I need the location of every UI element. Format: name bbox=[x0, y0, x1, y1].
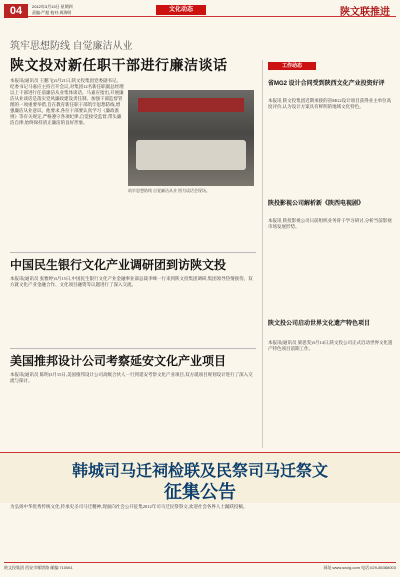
issue-date: 2012年3月13日 星期四 bbox=[32, 4, 73, 9]
page-footer bbox=[4, 562, 396, 573]
lead-photo bbox=[128, 90, 254, 186]
photo-caption: 筑牢思想防线 自觉廉洁从业 图为谈话会现场。 bbox=[128, 188, 210, 193]
lead-body: 本报讯(通讯员 王鹏飞)3月21日,陕文投集团党委副书记、纪委书记马嘉应主持召开会议,对集团12名新任职副总经理以上干部进行任前廉洁从业集体谈话。马嘉应指出,开展廉洁从业谈话是落实党风廉政建设责任制、加强干部监督管理的一项重要举措,旨在教育新任职干部筑牢思想防线,增强廉洁从业意识。他要求,各位干部要认真学习《廉政准则》等有关规定,严格遵守各项纪律,自觉接受监督,带头廉洁自律,始终保持清正廉洁的良好形象。 bbox=[10, 78, 124, 125]
lead-headline: 陕文投对新任职干部进行廉洁谈话 bbox=[10, 59, 228, 74]
editor-line: 责编:严超 校对:周海明 bbox=[32, 10, 72, 15]
article3-body: 本报讯(通讯员 陈明)3月15日,美国推邦设计公司高级合伙人一行到延安考察文化产业项目,双方就项目规划设计进行了深入交流与探讨。 bbox=[10, 372, 253, 383]
page-number: 04 bbox=[4, 4, 28, 18]
paper-logo: 陕文联推进 bbox=[340, 7, 390, 18]
article2-body: 本报讯(通讯员 张雅婷)3月15日,中国民生银行文化产业金融事业部总裁李峰一行来到陕文投集团调研,集团领导热情接待。双方就文化产业金融合作、文化项目融资等议题进行了深入交流。 bbox=[10, 276, 253, 287]
right-column-label: 工作动态 bbox=[268, 62, 316, 70]
lead-kicker: 筑牢思想防线 自觉廉洁从业 bbox=[10, 41, 133, 52]
notice-subtitle: 征集公告 bbox=[164, 482, 236, 502]
photo-banner bbox=[138, 98, 244, 112]
divider bbox=[10, 252, 256, 253]
right-item-body: 本报讯 陕投影视公司日前组织业务骨干学习研讨,分析当前影视市场发展形势。 bbox=[268, 218, 392, 229]
section-tag: 文化动态 bbox=[156, 5, 206, 15]
footer-right: 网址:www.sxcig.com 电话:029-85368003 bbox=[323, 565, 396, 570]
article2-headline: 中国民生银行文化产业调研团到访陕文投 bbox=[10, 258, 227, 272]
notice-title: 韩城司马迁祠检联及民祭司马迁祭文 bbox=[71, 463, 328, 480]
right-item-title: 陕文投公司启动世界文化遗产特色项目 bbox=[268, 321, 371, 327]
right-item-title: 省MG2 设计合同受到陕西文化产业投资好评 bbox=[268, 81, 385, 87]
right-item-body: 本报讯(通讯员 梁思雯)3月14日,陕文投公司正式启动世界文化遗产特色项目前期工作。 bbox=[268, 340, 393, 351]
photo-table bbox=[136, 140, 246, 170]
divider bbox=[10, 348, 256, 349]
right-item-title: 陕投影视公司解析新《陕西电视剧》 bbox=[268, 201, 365, 207]
article3-headline: 美国推邦设计公司考察延安文化产业项目 bbox=[10, 354, 227, 368]
date-line bbox=[32, 4, 112, 16]
footer-left: 陕文投集团 西安市雁塔路 邮编:710061 bbox=[4, 565, 73, 570]
notice-body: 为弘扬中华优秀传统文化,传承史圣司马迁精神,现面向社会公开征集2012年司马迁民祭祭文,欢迎社会各界人士踊跃投稿。 bbox=[10, 504, 248, 509]
page-header bbox=[4, 4, 396, 17]
right-item-body: 本报讯 陕文投集团近期承接的省MG2设计项目获得业主单位高度评价,认为设计方案具有鲜明的地域文化特色。 bbox=[268, 98, 392, 109]
